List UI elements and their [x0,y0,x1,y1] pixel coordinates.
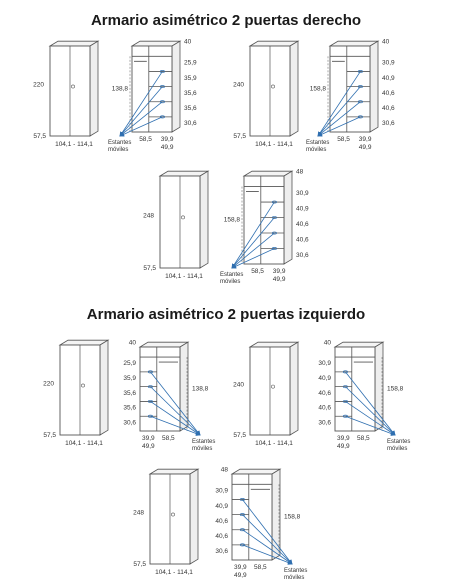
shelf-height-label: 40 [323,339,331,347]
shelf-height-label: 40,6 [296,221,309,229]
shelf-height-label: 40,6 [382,105,395,113]
width-label: 104,1 - 114,1 [255,440,293,447]
shelf-height-label: 30,9 [382,59,395,67]
shelves-label: Estantes [306,140,330,146]
width-pair-b: 49,9 [272,276,286,283]
inner-width-label: 58,5 [251,268,264,275]
depth-label: 57,5 [133,561,146,568]
shelves-label: Estantes [387,439,411,445]
shelf-height-label: 30,6 [184,120,197,128]
interior-front [132,46,172,132]
interior-side [284,171,292,264]
depth-label: 57,5 [43,432,56,439]
height-label: 220 [43,380,54,388]
shelf-height-label: 25,9 [123,360,136,368]
shelf-height-label: 48 [220,466,228,474]
left-220-unit [43,340,215,452]
shelf-height-label: 40,6 [215,533,228,541]
shelves-label-line2: móviles [192,446,213,452]
cabinet-side [190,469,198,564]
shelf-height-label: 30,9 [215,487,228,495]
interior-front [330,46,370,132]
interior-side [370,41,378,132]
interior-front [140,347,180,431]
inner-height-label: 158,8 [387,385,404,393]
width-pair-a: 39,9 [337,435,350,442]
width-pair-a: 39,9 [142,435,155,442]
shelves-label: Estantes [192,439,216,445]
width-pair-a: 39,9 [234,564,247,571]
cabinet-side [100,340,108,435]
height-label: 240 [233,81,244,89]
depth-label: 57,5 [233,432,246,439]
shelf-height-label: 40,9 [382,74,395,82]
cabinet-side [290,41,298,136]
shelf-height-label: 35,9 [123,374,136,382]
depth-label: 57,5 [143,265,156,272]
right-240-unit [233,39,395,153]
shelf-height-label: 30,9 [296,190,309,198]
depth-label: 57,5 [33,133,46,140]
shelves-label-line2: móviles [108,147,129,153]
shelves-label-line2: móviles [220,279,241,285]
width-label: 104,1 - 114,1 [55,141,93,148]
shelves-label: Estantes [108,140,132,146]
shelf-height-label: 35,9 [184,74,197,82]
inner-height-label: 158,8 [309,85,326,93]
width-label: 104,1 - 114,1 [155,569,193,576]
width-pair-a: 39,9 [160,136,174,143]
shelf-height-label: 30,6 [318,419,331,427]
shelf-height-label: 30,6 [296,252,309,260]
shelf-height-label: 30,6 [382,120,395,128]
width-label: 104,1 - 114,1 [65,440,103,447]
shelf-height-label: 30,6 [215,548,228,556]
shelf-height-label: 30,9 [318,360,331,368]
shelves-label: Estantes [284,568,308,574]
shelf-height-label: 40 [184,38,192,46]
shelf-height-label: 40 [382,38,390,46]
inner-width-label: 58,5 [254,564,267,571]
interior-front [244,176,284,264]
inner-height-label: 138,8 [192,385,209,393]
width-label: 104,1 - 114,1 [165,273,203,280]
interior-side [172,41,180,132]
right-248-unit [143,169,309,285]
interior-front [335,347,375,431]
shelves-label-line2: móviles [387,446,408,452]
shelf-height-label: 35,6 [184,105,197,113]
shelf-height-label: 40,9 [318,374,331,382]
shelf-height-label: 35,6 [123,404,136,412]
interior-front [232,474,272,560]
title-right-wardrobe: Armario asimétrico 2 puertas derecho [90,12,362,29]
shelf-height-label: 40,9 [296,205,309,213]
depth-label: 57,5 [233,133,246,140]
shelves-label-line2: móviles [284,575,305,581]
inner-width-label: 58,5 [162,435,175,442]
shelf-height-label: 40,6 [215,517,228,525]
right-220-unit [33,39,197,153]
left-240-unit [233,340,410,452]
cabinet-side [90,41,98,136]
width-pair-b: 49,9 [142,443,155,450]
inner-width-label: 58,5 [139,136,152,143]
width-pair-a: 39,9 [358,136,372,143]
shelf-height-label: 40 [128,339,136,347]
inner-width-label: 58,5 [357,435,370,442]
cabinet-side [200,171,208,268]
shelf-height-label: 30,6 [123,419,136,427]
width-pair-b: 49,9 [234,572,247,579]
shelves-label: Estantes [220,272,244,278]
height-label: 248 [143,212,154,220]
shelf-height-label: 40,6 [318,389,331,397]
shelf-height-label: 40,6 [318,404,331,412]
shelf-height-label: 25,9 [184,59,197,67]
shelf-height-label: 40,6 [382,89,395,97]
shelf-height-label: 40,9 [215,502,228,510]
title-left-wardrobe: Armario asimétrico 2 puertas izquierdo [86,306,366,323]
shelf-height-label: 40,6 [296,236,309,244]
height-label: 248 [133,509,144,517]
left-248-unit [133,467,307,581]
shelf-height-label: 48 [296,168,304,176]
height-label: 220 [33,81,44,89]
cabinet-side [290,342,298,435]
inner-height-label: 158,8 [284,513,301,521]
inner-height-label: 138,8 [111,85,128,93]
width-pair-b: 49,9 [337,443,350,450]
width-pair-b: 49,9 [358,144,372,151]
inner-width-label: 58,5 [337,136,350,143]
inner-height-label: 158,8 [223,216,240,224]
shelf-height-label: 35,6 [184,89,197,97]
width-label: 104,1 - 114,1 [255,141,293,148]
shelf-height-label: 35,6 [123,389,136,397]
shelves-label-line2: móviles [306,147,327,153]
width-pair-a: 39,9 [272,268,286,275]
height-label: 240 [233,381,244,389]
width-pair-b: 49,9 [160,144,174,151]
